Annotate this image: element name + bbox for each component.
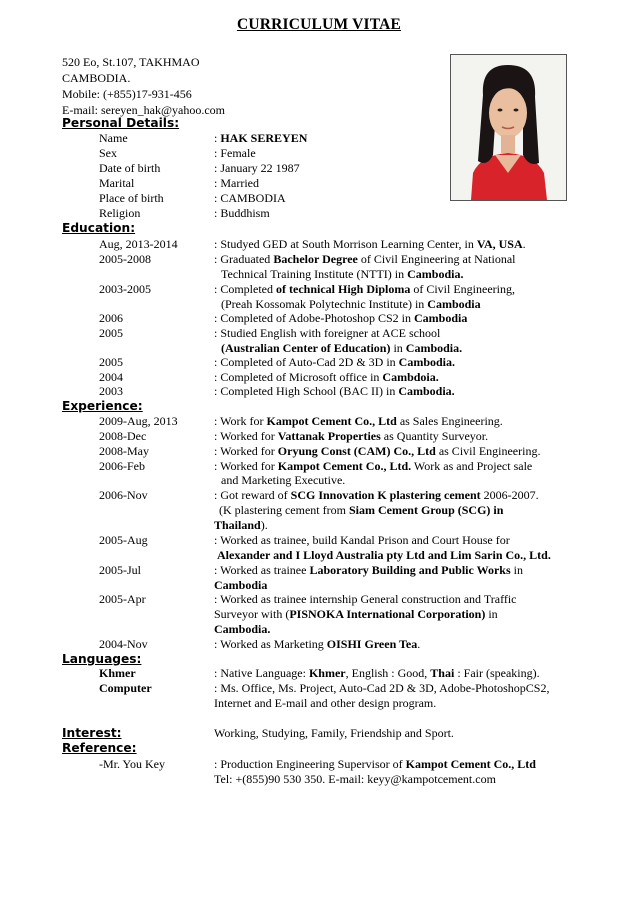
experience-date: 2008-Dec bbox=[99, 429, 147, 443]
document-title: CURRICULUM VITAE bbox=[236, 16, 402, 33]
reference-role: : Production Engineering Supervisor of Kampot Cement Co., Ltd bbox=[214, 757, 536, 771]
experience-entry-cont: Cambodia. bbox=[214, 622, 271, 636]
personal-value-pob: : CAMBODIA bbox=[214, 191, 286, 205]
education-entry: : Studied English with foreigner at ACE school bbox=[214, 326, 441, 340]
section-personal-details: Personal Details: bbox=[62, 116, 180, 130]
education-date: 2005 bbox=[99, 326, 123, 340]
education-entry-cont: Technical Training Institute (NTTI) in Cambodia. bbox=[221, 267, 464, 281]
education-date: 2003-2005 bbox=[99, 282, 151, 296]
section-experience: Experience: bbox=[62, 399, 143, 413]
experience-date: 2006-Nov bbox=[99, 488, 148, 502]
section-languages: Languages: bbox=[62, 652, 142, 666]
mobile-line: Mobile: (+855)17-931-456 bbox=[62, 87, 192, 101]
section-reference: Reference: bbox=[62, 741, 137, 755]
portrait-illustration bbox=[451, 55, 566, 200]
education-date: 2005 bbox=[99, 355, 123, 369]
experience-entry: : Worked as Marketing OISHI Green Tea. bbox=[214, 637, 421, 651]
personal-label-dob: Date of birth bbox=[99, 161, 161, 175]
experience-entry: : Got reward of SCG Innovation K plastering cement 2006-2007. bbox=[214, 488, 539, 502]
education-entry-cont: (Preah Kossomak Polytechnic Institute) in Cambodia bbox=[221, 297, 481, 311]
education-entry: : Completed High School (BAC II) in Cambodia. bbox=[214, 384, 455, 398]
education-entry: : Completed of technical High Diploma of Civil Engineering, bbox=[214, 282, 515, 296]
experience-entry-cont: (K plastering cement from Siam Cement Group (SCG) in bbox=[219, 503, 504, 517]
experience-entry-cont: Cambodia bbox=[214, 578, 268, 592]
language-value-computer-cont: Internet and E-mail and other design program. bbox=[214, 696, 437, 710]
experience-date: 2005-Jul bbox=[99, 563, 141, 577]
language-label-khmer: Khmer bbox=[99, 666, 136, 680]
experience-entry-cont: Surveyor with (PISNOKA International Corporation) in bbox=[214, 607, 498, 621]
personal-value-sex: : Female bbox=[214, 146, 256, 160]
section-education: Education: bbox=[62, 221, 136, 235]
experience-entry: : Work for Kampot Cement Co., Ltd as Sales Engineering. bbox=[214, 414, 503, 428]
experience-entry: : Worked as trainee internship General construction and Traffic bbox=[214, 592, 517, 606]
education-date: 2003 bbox=[99, 384, 123, 398]
education-date: 2006 bbox=[99, 311, 123, 325]
experience-entry: : Worked as trainee Laboratory Building and Public Works in bbox=[214, 563, 523, 577]
reference-name: -Mr. You Key bbox=[99, 757, 166, 771]
personal-value-name: : HAK SEREYEN bbox=[214, 131, 308, 145]
experience-date: 2009-Aug, 2013 bbox=[99, 414, 178, 428]
education-entry: : Graduated Bachelor Degree of Civil Engineering at National bbox=[214, 252, 516, 266]
address-line-2: CAMBODIA. bbox=[62, 71, 131, 85]
education-entry: : Completed of Auto-Cad 2D & 3D in Cambodia. bbox=[214, 355, 455, 369]
experience-entry-cont: and Marketing Executive. bbox=[221, 473, 346, 487]
personal-label-religion: Religion bbox=[99, 206, 141, 220]
experience-date: 2005-Aug bbox=[99, 533, 148, 547]
experience-date: 2005-Apr bbox=[99, 592, 146, 606]
experience-entry: : Worked for Vattanak Properties as Quantity Surveyor. bbox=[214, 429, 489, 443]
education-date: Aug, 2013-2014 bbox=[99, 237, 178, 251]
personal-label-name: Name bbox=[99, 131, 128, 145]
experience-entry: : Worked for Oryung Const (CAM) Co., Ltd as Civil Engineering. bbox=[214, 444, 541, 458]
personal-label-marital: Marital bbox=[99, 176, 135, 190]
language-label-computer: Computer bbox=[99, 681, 152, 695]
personal-value-marital: : Married bbox=[214, 176, 259, 190]
education-date: 2004 bbox=[99, 370, 123, 384]
experience-entry: : Worked for Kampot Cement Co., Ltd. Work as and Project sale bbox=[214, 459, 533, 473]
experience-entry: : Worked as trainee, build Kandal Prison and Court House for bbox=[214, 533, 510, 547]
experience-entry-cont: Alexander and I Lloyd Australia pty Ltd and Lim Sarin Co., Ltd. bbox=[217, 548, 551, 562]
personal-value-religion: : Buddhism bbox=[214, 206, 270, 220]
email-line: E-mail: sereyen_hak@yahoo.com bbox=[62, 103, 225, 117]
education-entry: : Studyed GED at South Morrison Learning Center, in VA, USA. bbox=[214, 237, 526, 251]
reference-contact: Tel: +(855)90 530 350. E-mail: keyy@kampotcement.com bbox=[214, 772, 496, 786]
contact-block bbox=[62, 54, 225, 118]
education-entry-cont: (Australian Center of Education) in Cambodia. bbox=[221, 341, 463, 355]
address-line-1: 520 Eo, St.107, TAKHMAO bbox=[62, 55, 200, 69]
personal-value-dob: : January 22 1987 bbox=[214, 161, 300, 175]
experience-date: 2006-Feb bbox=[99, 459, 145, 473]
experience-date: 2008-May bbox=[99, 444, 149, 458]
personal-label-sex: Sex bbox=[99, 146, 117, 160]
section-interest: Interest: bbox=[62, 726, 122, 740]
language-value-khmer: : Native Language: Khmer, English : Good, Thai : Fair (speaking). bbox=[214, 666, 540, 680]
personal-label-pob: Place of birth bbox=[99, 191, 164, 205]
experience-entry-cont: Thailand). bbox=[214, 518, 268, 532]
portrait-photo-icon bbox=[450, 54, 567, 201]
experience-date: 2004-Nov bbox=[99, 637, 148, 651]
language-value-computer: : Ms. Office, Ms. Project, Auto-Cad 2D & 3D, Adobe-PhotoshopCS2, bbox=[214, 681, 550, 695]
education-date: 2005-2008 bbox=[99, 252, 151, 266]
education-entry: : Completed of Microsoft office in Cambdoia. bbox=[214, 370, 439, 384]
interest-value: Working, Studying, Family, Friendship and Sport. bbox=[214, 726, 454, 740]
education-entry: : Completed of Adobe-Photoshop CS2 in Cambodia bbox=[214, 311, 468, 325]
